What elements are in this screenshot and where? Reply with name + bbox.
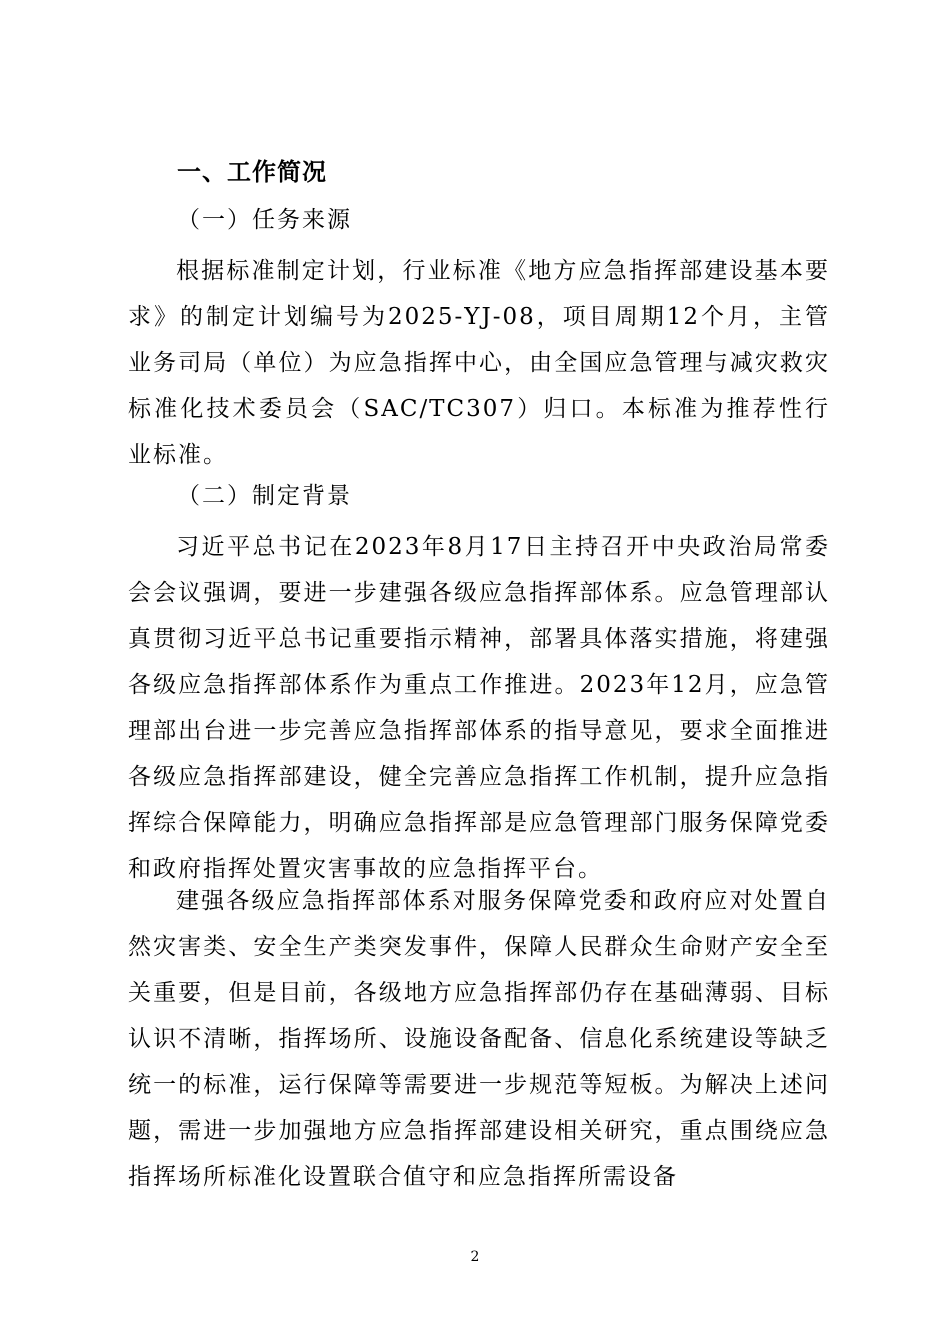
- paragraph-background-1: 习近平总书记在2023年8月17日主持召开中央政治局常委会会议强调，要进一步建强各级应急指挥部体系。应急管理部认真贯彻习近平总书记重要指示精神，部署具体落实措施，将建强各级应急指挥部体系作为重点工作推进。2023年12月，应急管理部出台进一步完善应急指挥部体系的指导意见，要求全面推进各级应急指挥部建设，健全完善应急指挥工作机制，提升应急指挥综合保障能力，明确应急指挥部是应急管理部门服务保障党委和政府指挥处置灾害事故的应急指挥平台。: [128, 534, 830, 882]
- section-title: 一、工作简况: [177, 158, 327, 186]
- paragraph-background-2: 建强各级应急指挥部体系对服务保障党委和政府应对处置自然灾害类、安全生产类突发事件，保障人民群众生命财产安全至关重要，但是目前，各级地方应急指挥部仍存在基础薄弱、目标认识不清晰，指挥场所、设施设备配备、信息化系统建设等缺乏统一的标准，运行保障等需要进一步规范等短板。为解决上述问题，需进一步加强地方应急指挥部建设相关研究，重点围绕应急指挥场所标准化设置联合值守和应急指挥所需设备: [128, 888, 830, 1190]
- paragraph-task-source: 根据标准制定计划，行业标准《地方应急指挥部建设基本要求》的制定计划编号为2025-YJ-08，项目周期12个月，主管业务司局（单位）为应急指挥中心，由全国应急管理与减灾救灾标准化技术委员会（SAC/TC307）归口。本标准为推荐性行业标准。: [128, 258, 830, 468]
- subsection-title-task-source: （一）任务来源: [177, 207, 352, 233]
- page-number: 2: [470, 1249, 480, 1265]
- subsection-title-background: （二）制定背景: [177, 483, 352, 509]
